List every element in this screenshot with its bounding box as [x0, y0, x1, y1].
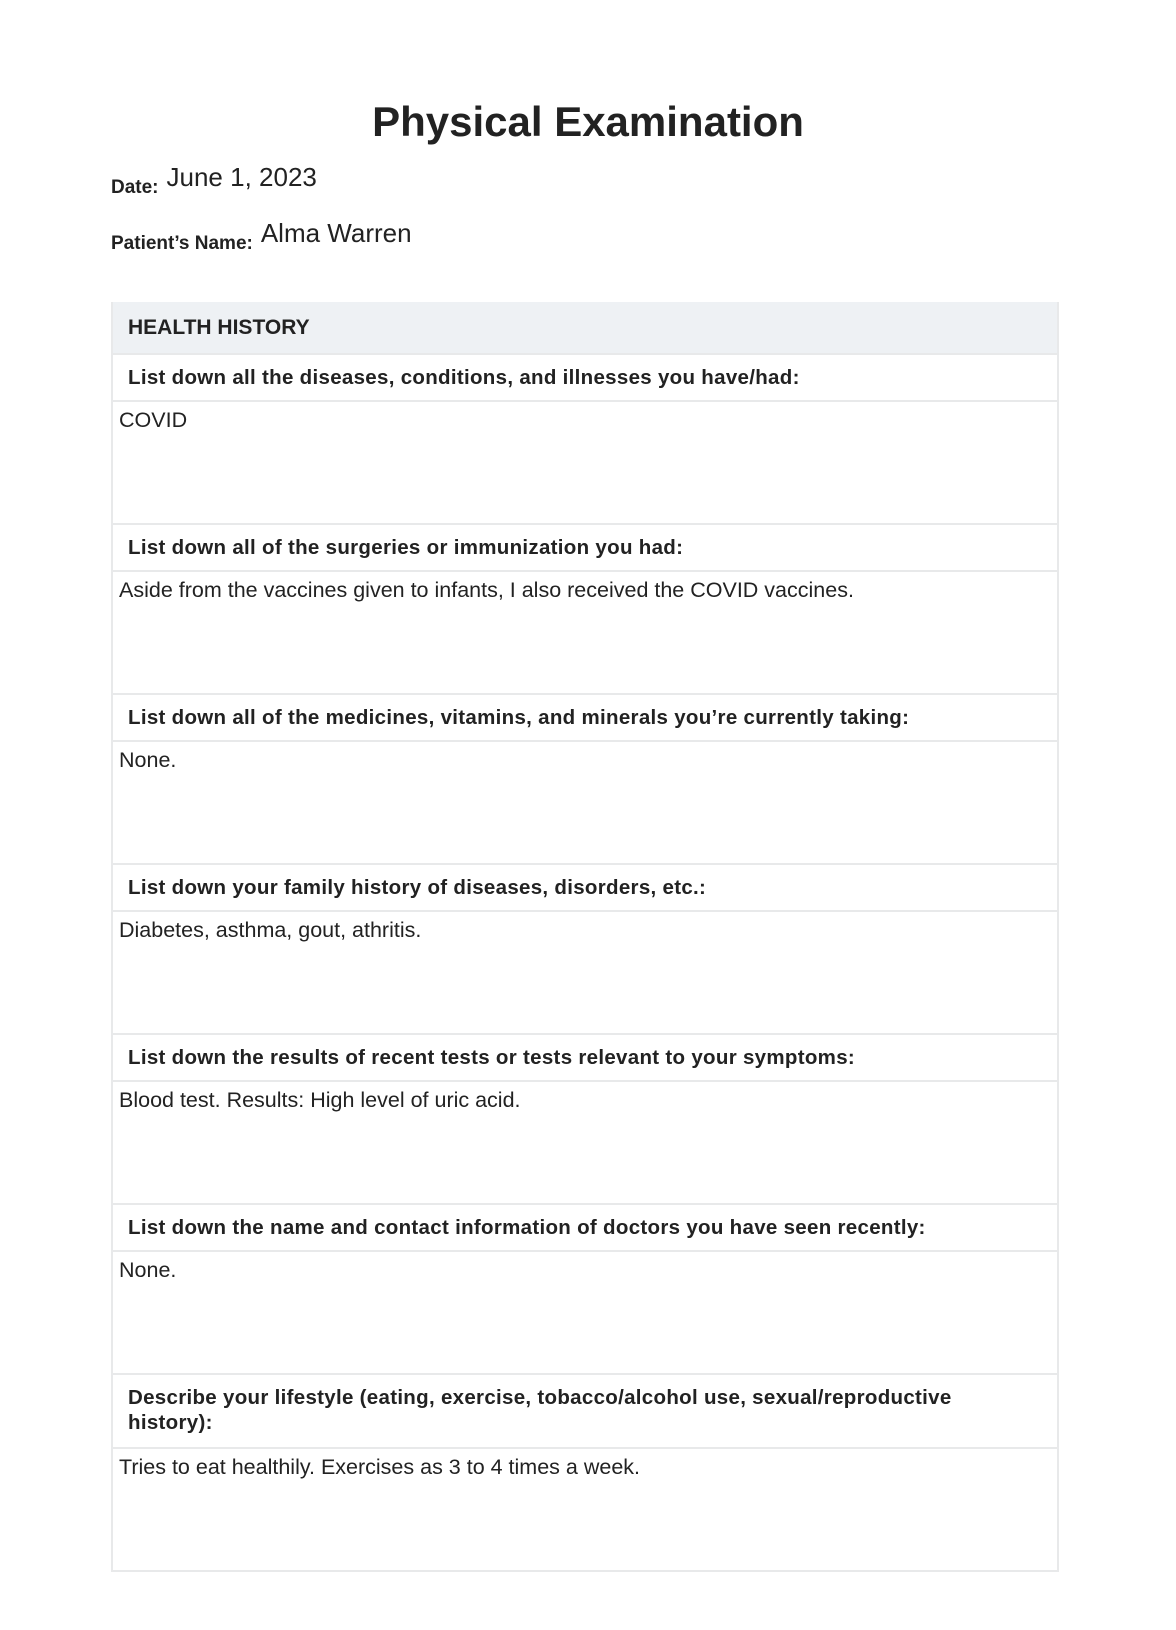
answer[interactable]: COVID — [113, 400, 1057, 523]
date-field — [111, 162, 317, 199]
answer[interactable]: Blood test. Results: High level of uric acid. — [113, 1080, 1057, 1203]
question: List down the name and contact information of doctors you have seen recently: — [113, 1203, 1057, 1250]
answer[interactable]: None. — [113, 1250, 1057, 1373]
patient-name-label: Patient’s Name: — [111, 233, 253, 254]
question: List down your family history of diseases, disorders, etc.: — [113, 863, 1057, 910]
patient-name-field — [111, 218, 412, 255]
date-label: Date: — [111, 177, 159, 198]
question: List down all of the surgeries or immunization you had: — [113, 523, 1057, 570]
question: List down all the diseases, conditions, and illnesses you have/had: — [113, 353, 1057, 400]
patient-name-value[interactable]: Alma Warren — [260, 218, 412, 248]
answer[interactable]: Aside from the vaccines given to infants, I also received the COVID vaccines. — [113, 570, 1057, 693]
section-heading: HEALTH HISTORY — [113, 302, 1057, 353]
answer[interactable]: None. — [113, 740, 1057, 863]
question: List down all of the medicines, vitamins, and minerals you’re currently taking: — [113, 693, 1057, 740]
question: List down the results of recent tests or tests relevant to your symptoms: — [113, 1033, 1057, 1080]
page-title: Physical Examination — [372, 98, 804, 145]
question: Describe your lifestyle (eating, exercise, tobacco/alcohol use, sexual/reproductive history): — [113, 1373, 1057, 1447]
answer[interactable]: Tries to eat healthily. Exercises as 3 to 4 times a week. — [113, 1447, 1057, 1570]
answer[interactable]: Diabetes, asthma, gout, athritis. — [113, 910, 1057, 1033]
date-value[interactable]: June 1, 2023 — [166, 162, 317, 192]
health-history-table — [111, 302, 1059, 1572]
